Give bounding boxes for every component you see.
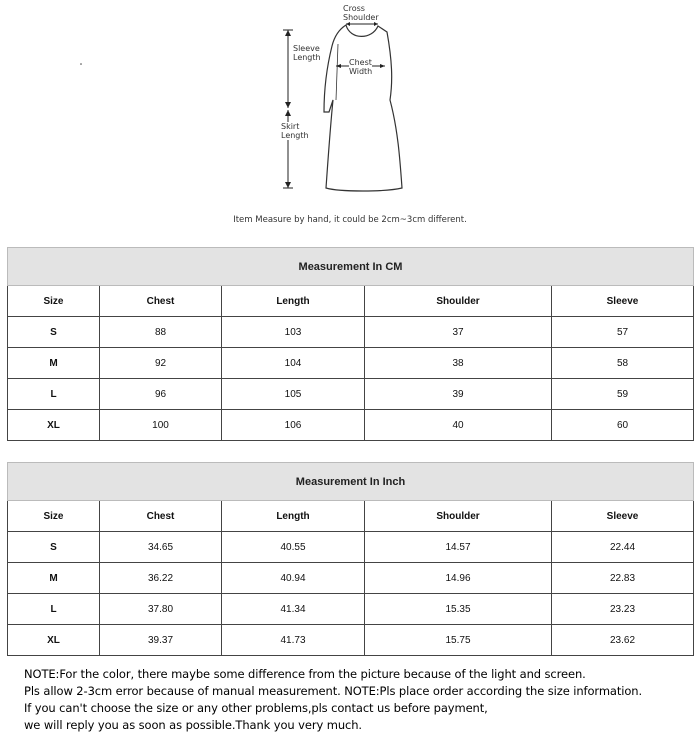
sleeve-cell: 57 (552, 317, 694, 348)
size-cell: S (8, 532, 100, 563)
table-row (8, 594, 694, 625)
header-size: Size (8, 501, 100, 532)
note-line: Pls allow 2-3cm error because of manual measurement. NOTE:Pls place order according the size information. (24, 684, 643, 698)
header-length: Length (222, 286, 365, 317)
shoulder-cell: 14.57 (365, 532, 552, 563)
chest-cell: 92 (100, 348, 222, 379)
chest-width-label: Chest Width (349, 58, 373, 76)
shoulder-cell: 15.35 (365, 594, 552, 625)
header-sleeve: Sleeve (552, 501, 694, 532)
cm-table-title: Measurement In CM (8, 248, 694, 286)
chest-cell: 88 (100, 317, 222, 348)
size-cell: XL (8, 410, 100, 441)
size-cell: M (8, 563, 100, 594)
table-row (8, 317, 694, 348)
length-cell: 40.94 (222, 563, 365, 594)
size-cell: L (8, 594, 100, 625)
header-chest: Chest (100, 286, 222, 317)
shoulder-cell: 39 (365, 379, 552, 410)
chest-cell: 100 (100, 410, 222, 441)
size-cell: L (8, 379, 100, 410)
chest-cell: 39.37 (100, 625, 222, 656)
size-cell: M (8, 348, 100, 379)
shoulder-cell: 15.75 (365, 625, 552, 656)
length-cell: 105 (222, 379, 365, 410)
table-row (8, 348, 694, 379)
sleeve-cell: 22.44 (552, 532, 694, 563)
inch-table-title: Measurement In Inch (8, 463, 694, 501)
sleeve-length-label: Sleeve Length (293, 44, 321, 62)
cross-shoulder-label: Cross Shoulder (343, 4, 379, 22)
size-cell: S (8, 317, 100, 348)
length-cell: 103 (222, 317, 365, 348)
cm-measurement-table (7, 247, 694, 441)
chest-cell: 37.80 (100, 594, 222, 625)
shoulder-cell: 38 (365, 348, 552, 379)
chest-cell: 34.65 (100, 532, 222, 563)
table-row (8, 379, 694, 410)
header-shoulder: Shoulder (365, 501, 552, 532)
sleeve-cell: 58 (552, 348, 694, 379)
sleeve-cell: 60 (552, 410, 694, 441)
shoulder-cell: 14.96 (365, 563, 552, 594)
skirt-length-label: Skirt Length (281, 122, 309, 140)
sleeve-cell: 59 (552, 379, 694, 410)
header-size: Size (8, 286, 100, 317)
inch-measurement-table (7, 462, 694, 656)
note-line: If you can't choose the size or any other problems,pls contact us before payment, (24, 701, 488, 715)
table-row (8, 625, 694, 656)
length-cell: 106 (222, 410, 365, 441)
shoulder-cell: 40 (365, 410, 552, 441)
length-cell: 41.73 (222, 625, 365, 656)
length-cell: 104 (222, 348, 365, 379)
chest-cell: 96 (100, 379, 222, 410)
length-cell: 40.55 (222, 532, 365, 563)
size-cell: XL (8, 625, 100, 656)
note-line: NOTE:For the color, there maybe some difference from the picture because of the light and screen. (24, 667, 586, 681)
dress-outline (324, 25, 402, 191)
length-cell: 41.34 (222, 594, 365, 625)
sleeve-cell: 23.62 (552, 625, 694, 656)
table-row (8, 410, 694, 441)
dress-measurement-diagram (0, 0, 700, 235)
sleeve-cell: 22.83 (552, 563, 694, 594)
notes-block (24, 666, 642, 734)
header-shoulder: Shoulder (365, 286, 552, 317)
measure-by-hand-note: Item Measure by hand, it could be 2cm~3cm different. (233, 215, 467, 225)
shoulder-cell: 37 (365, 317, 552, 348)
chest-cell: 36.22 (100, 563, 222, 594)
table-row (8, 532, 694, 563)
header-length: Length (222, 501, 365, 532)
header-sleeve: Sleeve (552, 286, 694, 317)
dress-outline-svg (0, 0, 700, 235)
sleeve-cell: 23.23 (552, 594, 694, 625)
note-line: we will reply you as soon as possible.Thank you very much. (24, 718, 362, 732)
table-row (8, 563, 694, 594)
header-chest: Chest (100, 501, 222, 532)
